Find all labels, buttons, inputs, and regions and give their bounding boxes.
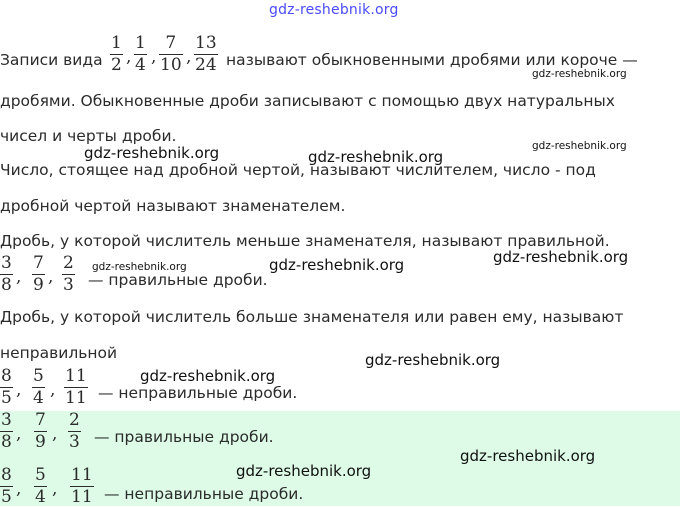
paragraph-4-line-1: Дробь, у которой числитель больше знаменателя или равен ему, называют — [0, 308, 624, 326]
fraction-numerator: 5 — [33, 366, 44, 386]
fraction-denominator: 11 — [65, 388, 87, 409]
watermark: gdz-reshebnik.org — [532, 140, 627, 152]
fraction-improper-2 — [32, 367, 45, 408]
fraction-proper-2 — [32, 254, 45, 295]
paragraph-1-line-2: дробями. Обыкновенные дроби записывают с помощью двух натуральных — [0, 92, 615, 110]
fraction-numerator: 11 — [71, 465, 93, 485]
fraction-highlight-improper-3 — [70, 466, 94, 507]
paragraph-1-prefix: Записи вида — [0, 51, 103, 69]
fraction-denominator: 11 — [71, 487, 93, 507]
fraction-numerator: 1 — [135, 33, 146, 53]
fraction-highlight-improper-1 — [0, 466, 13, 507]
highlight-proper-caption: — правильные дроби. — [94, 428, 274, 446]
fraction-denominator: 5 — [1, 388, 12, 409]
fraction-numerator: 3 — [1, 253, 12, 273]
fraction-numerator: 8 — [1, 366, 12, 386]
fraction-numerator: 7 — [33, 253, 44, 273]
fraction-intro-1 — [110, 34, 123, 75]
fraction-denominator: 2 — [111, 55, 122, 76]
paragraph-3-line-1: Дробь, у которой числитель меньше знаменателя, называют правильной. — [0, 232, 610, 250]
fraction-numerator: 7 — [165, 33, 177, 53]
fraction-numerator: 11 — [65, 366, 87, 386]
watermark: gdz-reshebnik.org — [532, 68, 627, 80]
fraction-intro-2 — [134, 34, 147, 75]
watermark-title: gdz-reshebnik.org — [269, 2, 399, 18]
fraction-highlight-proper-1 — [0, 411, 13, 452]
fraction-denominator: 4 — [35, 487, 46, 507]
fraction-improper-3 — [64, 367, 88, 408]
fraction-denominator: 4 — [33, 388, 44, 409]
highlight-improper-caption: — неправильные дроби. — [104, 485, 304, 503]
proper-caption: — правильные дроби. — [88, 271, 268, 289]
watermark: gdz-reshebnik.org — [269, 256, 405, 274]
fraction-denominator: 3 — [63, 275, 74, 296]
fraction-proper-1 — [0, 254, 13, 295]
fraction-denominator: 5 — [1, 487, 12, 507]
fraction-denominator: 8 — [1, 432, 12, 453]
paragraph-2-line-2: дробной чертой называют знаменателем. — [0, 197, 346, 215]
fraction-numerator: 2 — [69, 410, 80, 430]
fraction-numerator: 1 — [111, 33, 122, 53]
fraction-numerator: 13 — [195, 33, 217, 53]
improper-caption: — неправильные дроби. — [98, 384, 298, 402]
fraction-numerator: 2 — [63, 253, 74, 273]
watermark: gdz-reshebnik.org — [236, 462, 372, 480]
paragraph-1-line-3: чисел и черты дроби. — [0, 127, 177, 145]
fraction-highlight-proper-2 — [34, 411, 47, 452]
watermark: gdz-reshebnik.org — [460, 447, 596, 465]
fraction-intro-4 — [194, 34, 218, 75]
fraction-denominator: 4 — [135, 55, 146, 76]
paragraph-2-line-1: Число, стоящее над дробной чертой, называют числителем, число - под — [0, 161, 596, 179]
fraction-denominator: 9 — [35, 432, 46, 453]
fraction-denominator: 8 — [1, 275, 12, 296]
paragraph-1-suffix: называют обыкновенными дробями или короче — — [226, 51, 638, 69]
watermark: gdz-reshebnik.org — [92, 261, 187, 273]
fraction-denominator: 24 — [195, 55, 217, 76]
fraction-highlight-improper-2 — [34, 466, 47, 507]
fraction-denominator: 9 — [33, 275, 44, 296]
fraction-denominator: 3 — [69, 432, 80, 453]
fraction-numerator: 5 — [35, 465, 46, 485]
watermark: gdz-reshebnik.org — [84, 144, 220, 162]
fraction-intro-3 — [159, 34, 183, 75]
watermark: gdz-reshebnik.org — [493, 248, 629, 266]
watermark: gdz-reshebnik.org — [308, 148, 444, 166]
fraction-denominator: 10 — [160, 55, 182, 76]
fraction-numerator: 8 — [1, 465, 12, 485]
fraction-numerator: 7 — [35, 410, 46, 430]
fraction-numerator: 3 — [1, 410, 12, 430]
watermark: gdz-reshebnik.org — [365, 351, 501, 369]
fraction-proper-3 — [62, 254, 75, 295]
watermark: gdz-reshebnik.org — [140, 367, 276, 385]
fraction-improper-1 — [0, 367, 13, 408]
paragraph-4-line-2: неправильной — [0, 344, 118, 362]
fraction-highlight-proper-3 — [68, 411, 81, 452]
